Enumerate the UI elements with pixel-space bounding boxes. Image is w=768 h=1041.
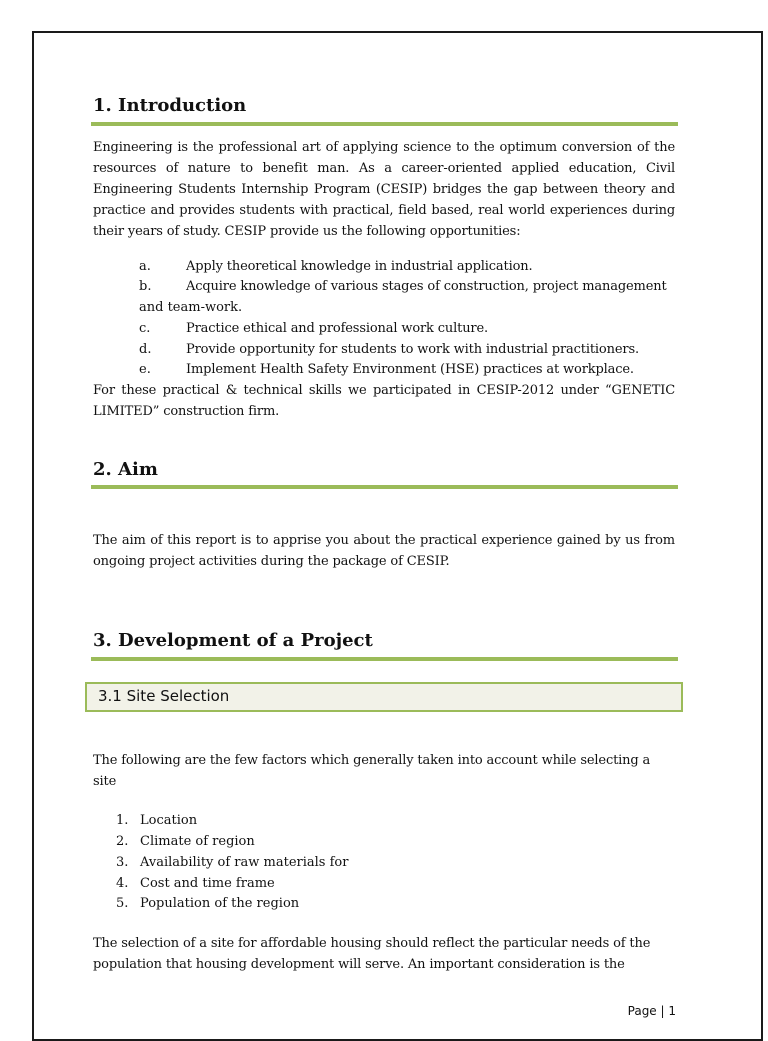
- factor-number: 1.: [116, 813, 129, 828]
- section-heading-introduction: 1. Introduction: [93, 95, 247, 116]
- factor-text: Location: [140, 813, 198, 828]
- factor-number: 2.: [116, 834, 129, 849]
- subheading-site-selection: 3.1 Site Selection: [98, 687, 230, 705]
- page-number: Page | 1: [627, 1004, 676, 1018]
- factor-text: Availability of raw materials for: [140, 855, 349, 870]
- factor-number: 5.: [116, 896, 129, 911]
- section-heading-development: 3. Development of a Project: [93, 630, 373, 651]
- list-item-text: Provide opportunity for students to work with industrial practitioners.: [186, 342, 639, 357]
- intro-closing-paragraph: For these practical & technical skills we participated in CESIP-2012 under “GENETIC LIMITED” construction firm.: [93, 383, 675, 419]
- factor-text: Cost and time frame: [140, 876, 275, 891]
- section-rule: [91, 122, 678, 126]
- list-item-text: Practice ethical and professional work culture.: [186, 321, 489, 336]
- subheading-box: [85, 682, 683, 712]
- list-item-text: Acquire knowledge of various stages of construction, project management: [186, 279, 667, 294]
- factor-text: Population of the region: [140, 896, 300, 911]
- section-rule: [91, 485, 678, 489]
- list-item-continuation: and team-work.: [139, 300, 243, 315]
- site-selection-closing: The selection of a site for affordable housing should reflect the particular needs of the population that housing development will serve. An important consideration is the: [93, 936, 651, 972]
- intro-paragraph: Engineering is the professional art of applying science to the optimum conversion of the resources of nature to benefit man. As a career-oriented applied education, Civil Engineering Students Internship Program (CESIP) bridges the gap between theory and practice and provides students with practical, field based, real world experiences during their years of study. CESIP provide us the following opportunities:: [93, 140, 675, 239]
- list-item-marker: c.: [139, 321, 151, 336]
- aim-paragraph: The aim of this report is to apprise you about the practical experience gained by us from ongoing project activities during the package of CESIP.: [93, 533, 675, 569]
- list-item-text: Apply theoretical knowledge in industrial application.: [186, 259, 533, 274]
- section-rule: [91, 657, 678, 661]
- list-item-marker: d.: [139, 342, 152, 357]
- site-selection-intro: The following are the few factors which generally taken into account while selecting a site: [93, 753, 651, 789]
- list-item-marker: a.: [139, 259, 151, 274]
- factor-text: Climate of region: [140, 834, 255, 849]
- factor-number: 3.: [116, 855, 129, 870]
- list-item-text: Implement Health Safety Environment (HSE) practices at workplace.: [186, 362, 634, 377]
- list-item-marker: b.: [139, 279, 152, 294]
- section-heading-aim: 2. Aim: [93, 459, 158, 480]
- list-item-marker: e.: [139, 362, 151, 377]
- factor-number: 4.: [116, 876, 129, 891]
